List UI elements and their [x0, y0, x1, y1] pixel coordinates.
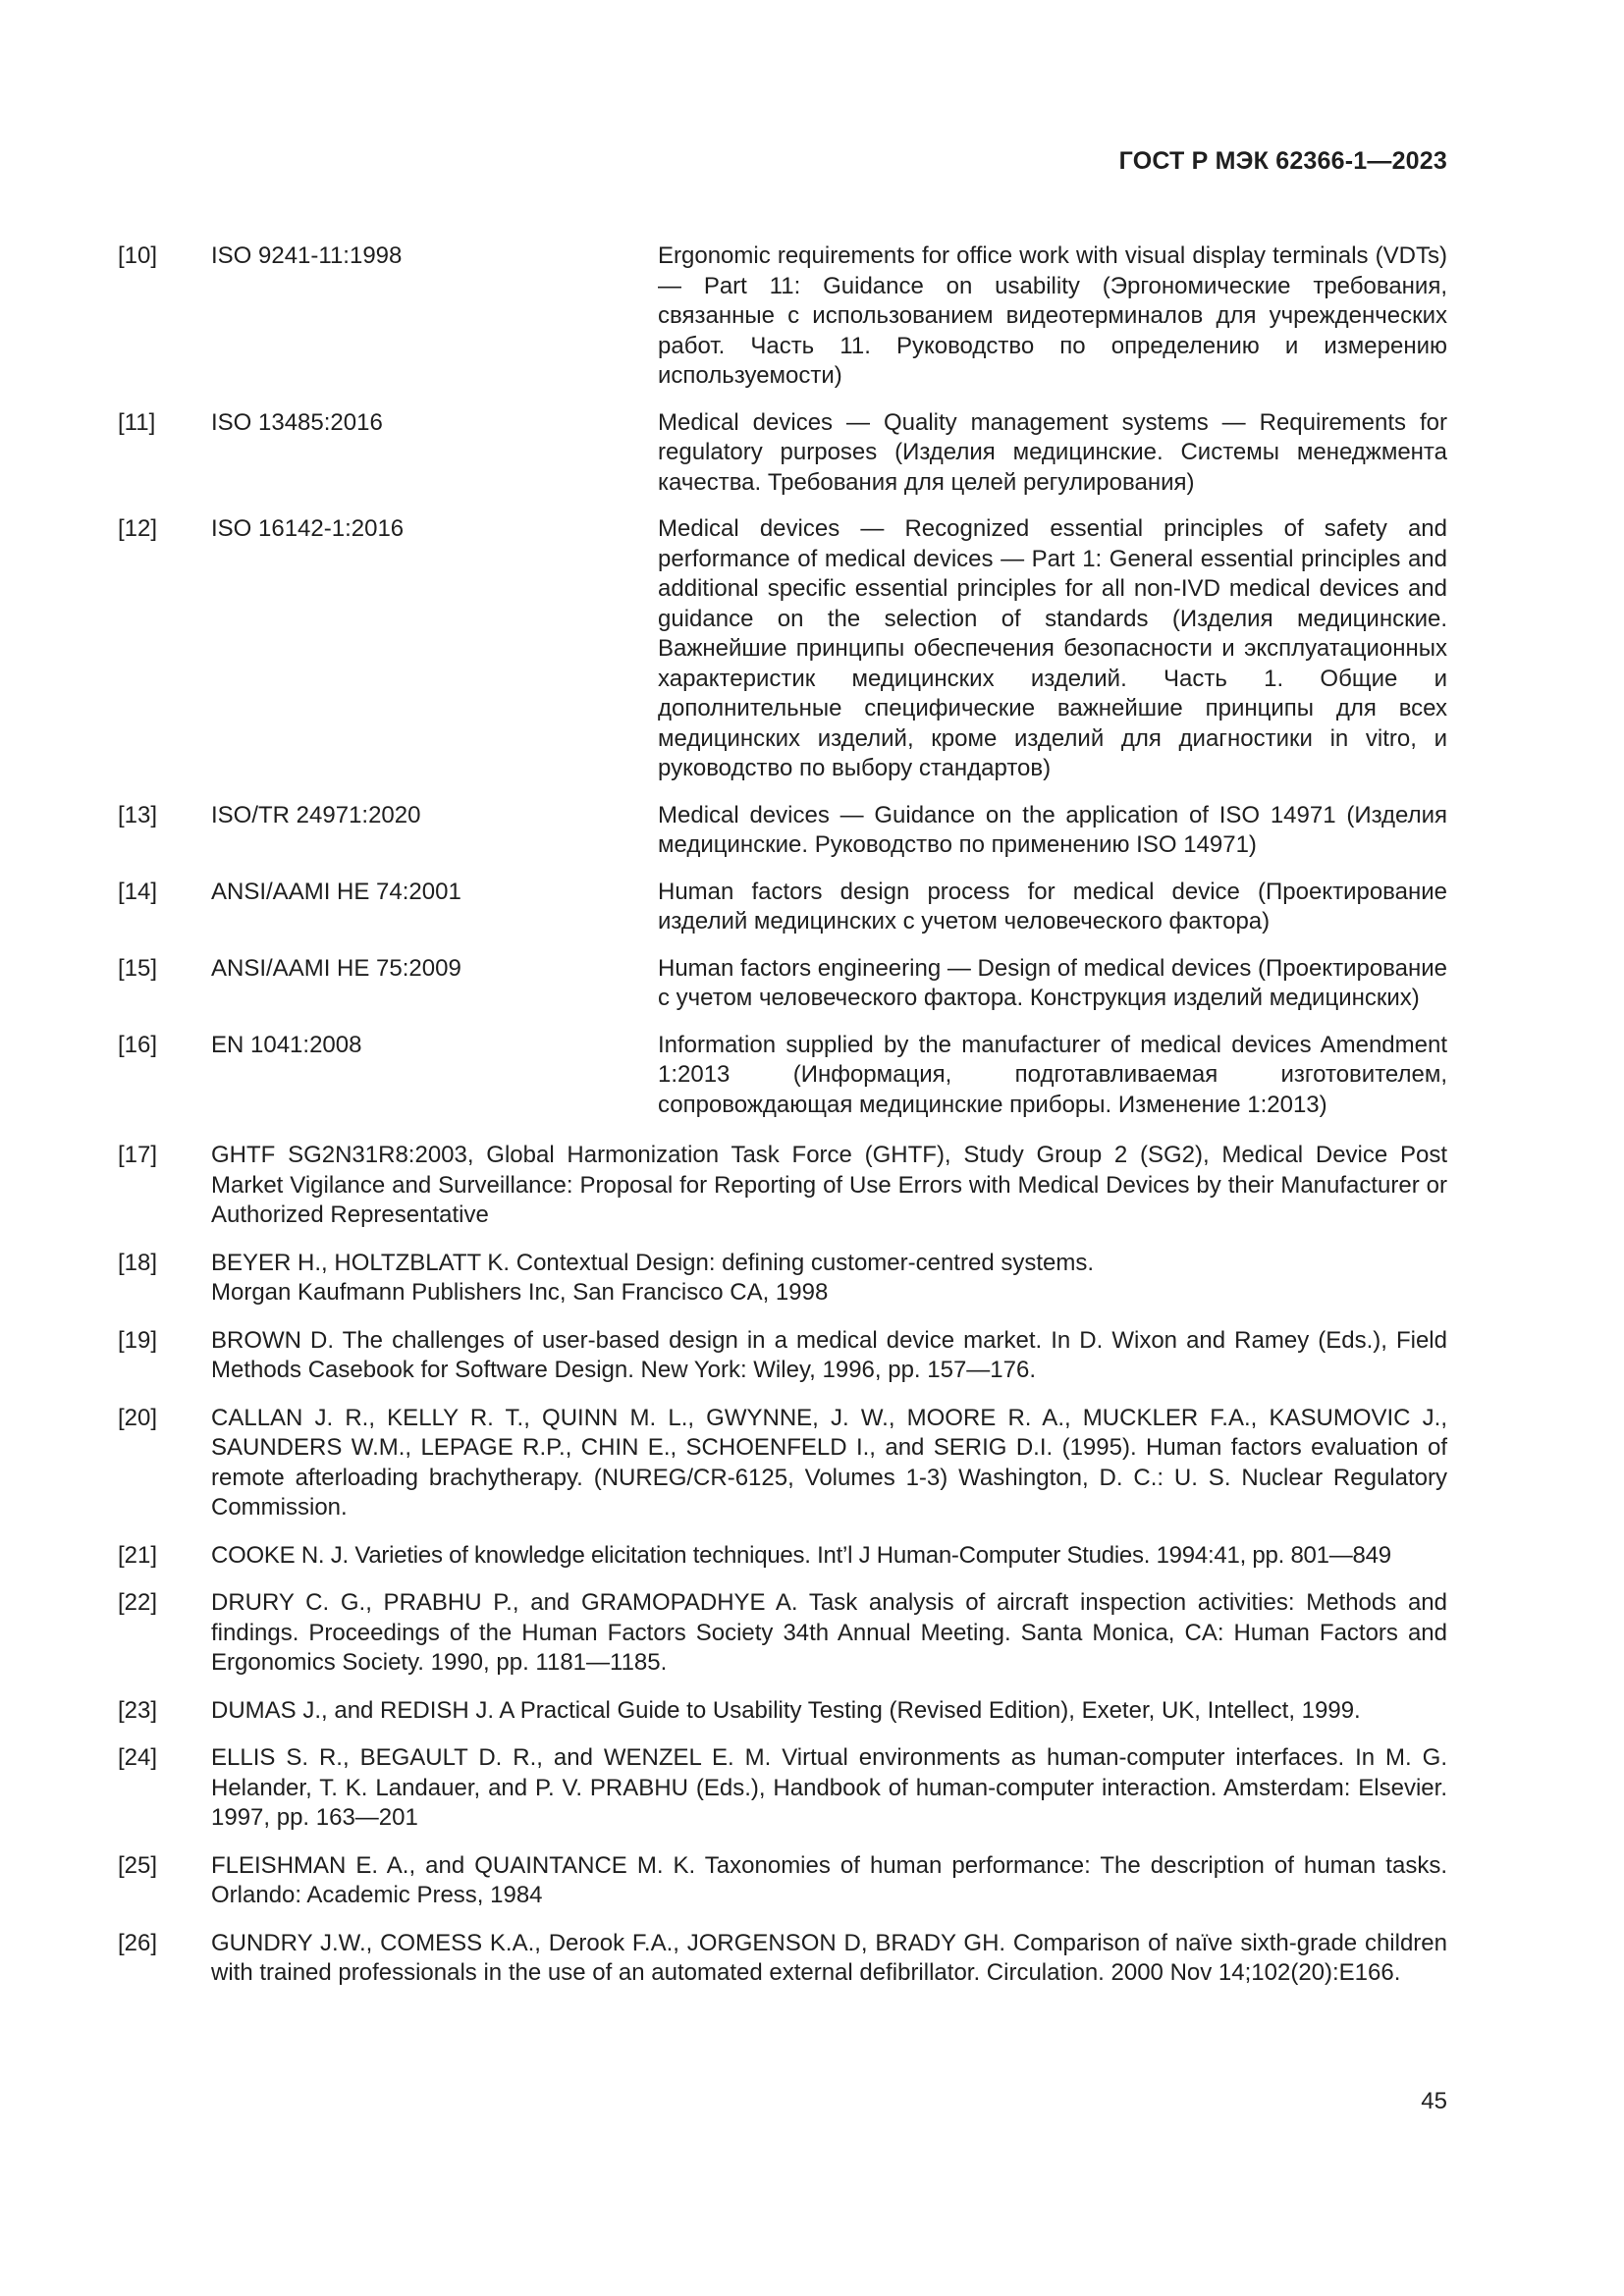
reference-number: [16]	[118, 1031, 158, 1058]
bibliography	[118, 241, 1447, 1989]
standard-code: ANSI/AAMI HE 74:2001	[211, 878, 461, 905]
reference-text: BROWN D. The challenges of user-based design in a medical device market. In D. Wixon and Ramey (Eds.), Field Methods Casebook for Software Design. New York: Wiley, 1996, pp. 157—176.	[211, 1326, 1447, 1383]
reference-title: Ergonomic requirements for office work with visual display terminals (VDTs) — Part 11: Guidance on usability (Эргономические требования, связанные с использованием видеотерминалов для учрежденческих работ. Часть 11. Руководство по определению и измерению используемости)	[658, 242, 1447, 389]
reference-number: [14]	[118, 878, 158, 905]
standard-code: ISO 16142-1:2016	[211, 515, 405, 542]
reference-number: [13]	[118, 801, 158, 828]
reference-item	[118, 241, 1447, 392]
reference-number: [21]	[118, 1541, 158, 1569]
standard-code: ISO/TR 24971:2020	[211, 801, 421, 828]
reference-item	[118, 1541, 1447, 1572]
reference-text: FLEISHMAN E. A., and QUAINTANCE M. K. Taxonomies of human performance: The description of human tasks. Orlando: Academic Press, 1984	[211, 1851, 1447, 1908]
reference-number: [11]	[118, 408, 156, 436]
standard-code: ISO 13485:2016	[211, 408, 383, 436]
reference-item	[118, 1031, 1447, 1121]
reference-number: [17]	[118, 1142, 158, 1168]
reference-number: [19]	[118, 1326, 158, 1354]
reference-item	[118, 1249, 1447, 1308]
reference-number: [20]	[118, 1404, 158, 1431]
reference-title: Information supplied by the manufacturer of medical devices Amendment 1:2013 (Информация, подготавливаемая изготовителем, сопровождающая медицинские приборы. Изменение 1:2013)	[658, 1031, 1447, 1118]
reference-text	[211, 1249, 1447, 1308]
reference-text: CALLAN J. R., KELLY R. T., QUINN M. L., GWYNNE, J. W., MOORE R. A., MUCKLER F.A., KASUMOVIC J., SAUNDERS W.M., LEPAGE R.P., CHIN E., SCHOENFELD I., and SERIG D.I. (1995). Human factors evaluation of remote afterloading brachytherapy. (NUREG/CR-6125, Volumes 1-3) Washington, D. C.: U. S. Nuclear Regulatory Commission.	[211, 1404, 1447, 1521]
reference-item	[118, 514, 1447, 784]
document-code: ГОСТ Р МЭК 62366-1—2023	[1118, 147, 1447, 175]
reference-item	[118, 1929, 1447, 1989]
reference-number: [18]	[118, 1249, 158, 1276]
reference-item	[118, 408, 1447, 499]
reference-text: DRURY C. G., PRABHU P., and GRAMOPADHYE A. Task analysis of aircraft inspection activities: Methods and findings. Proceedings of the Human Factors Society 34th Annual Meeting. Santa Monica, CA: Human Factors and Ergonomics Society. 1990, pp. 1181—1185.	[211, 1589, 1447, 1676]
reference-title: Human factors engineering — Design of medical devices (Проектирование с учетом человеческого фактора. Конструкция изделий медицинских)	[658, 954, 1447, 1011]
reference-number: [23]	[118, 1696, 158, 1724]
reference-number: [26]	[118, 1929, 158, 1956]
reference-number: [12]	[118, 515, 158, 542]
reference-text: GUNDRY J.W., COMESS K.A., Derook F.A., JORGENSON D, BRADY GH. Comparison of naïve sixth-grade children with trained professionals in the use of an automated external defibrillator. Circulation. 2000 Nov 14;102(20):E166.	[211, 1929, 1447, 1986]
reference-item	[118, 1696, 1447, 1727]
reference-item	[118, 1141, 1447, 1231]
reference-text: GHTF SG2N31R8:2003, Global Harmonization Task Force (GHTF), Study Group 2 (SG2), Medical Device Post Market Vigilance and Surveillance: Proposal for Reporting of Use Errors with Medical Devices by their Manufacturer or Authorized Representative	[211, 1142, 1447, 1228]
reference-number: [10]	[118, 242, 158, 269]
reference-item	[118, 954, 1447, 1014]
reference-item	[118, 1404, 1447, 1523]
reference-text: COOKE N. J. Varieties of knowledge elicitation techniques. Int’l J Human-Computer Studies. 1994:41, pp. 801—849	[211, 1541, 1391, 1569]
reference-number: [22]	[118, 1589, 158, 1616]
standard-code: EN 1041:2008	[211, 1031, 362, 1058]
reference-item	[118, 1588, 1447, 1679]
reference-number: [15]	[118, 954, 158, 982]
standard-code: ANSI/AAMI HE 75:2009	[211, 954, 461, 982]
reference-text: DUMAS J., and REDISH J. A Practical Guide to Usability Testing (Revised Edition), Exeter, UK, Intellect, 1999.	[211, 1696, 1361, 1724]
reference-item	[118, 1326, 1447, 1386]
reference-item	[118, 1743, 1447, 1834]
reference-item	[118, 1851, 1447, 1911]
reference-title: Human factors design process for medical device (Проектирование изделий медицинских с учетом человеческого фактора)	[658, 878, 1447, 934]
reference-number: [24]	[118, 1744, 158, 1771]
reference-text: ELLIS S. R., BEGAULT D. R., and WENZEL E. M. Virtual environments as human-computer interfaces. In M. G. Helander, T. K. Landauer, and P. V. PRABHU (Eds.), Handbook of human-computer interaction. Amsterdam: Elsevier. 1997, pp. 163—201	[211, 1744, 1447, 1831]
reference-number: [25]	[118, 1851, 158, 1879]
reference-title: Medical devices — Recognized essential principles of safety and performance of medical devices — Part 1: General essential principles and additional specific essential principles for all non-IVD medical devices and guidance on the selection of standards (Изделия медицинские. Важнейшие принципы обеспечения безопасности и эксплуатационных характеристик медицинских изделий. Часть 1. Общие и дополнительные специфические важнейшие принципы для всех медицинских изделий, кроме изделий для диагностики in vitro, и руководство по выбору стандартов)	[658, 515, 1447, 781]
reference-item	[118, 878, 1447, 937]
reference-title: Medical devices — Guidance on the application of ISO 14971 (Изделия медицинские. Руководство по применению ISO 14971)	[658, 801, 1447, 858]
reference-item	[118, 801, 1447, 861]
reference-title: Medical devices — Quality management systems — Requirements for regulatory purposes (Изделия медицинские. Системы менеджмента качества. Требования для целей регулирования)	[658, 408, 1447, 496]
reference-line: BEYER H., HOLTZBLATT K. Contextual Design: defining customer-centred systems.	[211, 1249, 1095, 1276]
page-number: 45	[1421, 2088, 1447, 2114]
standard-code: ISO 9241-11:1998	[211, 242, 403, 269]
reference-line: Morgan Kaufmann Publishers Inc, San Francisco CA, 1998	[211, 1279, 829, 1306]
